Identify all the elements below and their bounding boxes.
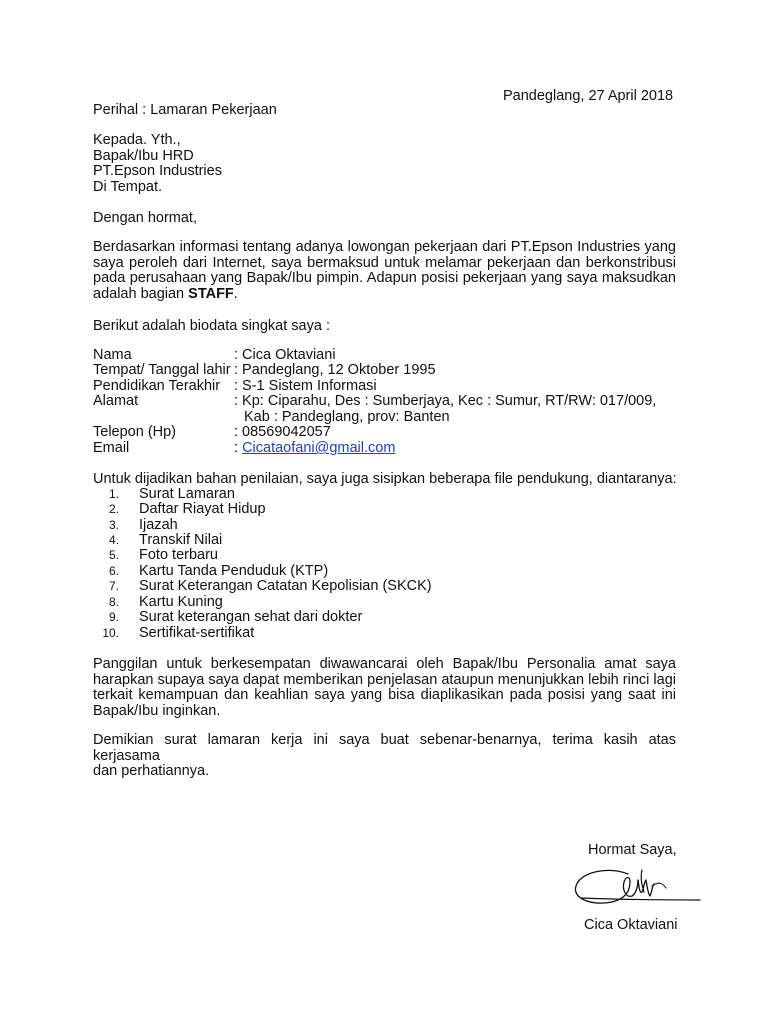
closing-line: Demikian surat lamaran kerja ini saya buat sebenar-benarnya, terima kasih atas kerjasama	[93, 732, 676, 764]
biodata-row-birth	[93, 363, 436, 379]
list-number: 10.	[102, 626, 119, 640]
intro-line: pada perusahaan yang Bapak/Ibu pimpin. Adapun posisi pekerjaan yang saya maksudkan	[93, 270, 676, 286]
position-title: STAFF	[188, 285, 234, 302]
list-number: 6.	[108, 564, 119, 578]
biodata-row-address	[93, 394, 656, 410]
list-text: Surat Lamaran	[139, 486, 235, 502]
list-text: Kartu Tanda Penduduk (KTP)	[139, 563, 329, 579]
interview-line: terkait kemampuan dan keahlian saya yang bisa diaplikasikan pada posisi yang saat ini	[93, 687, 676, 703]
list-number: 2.	[108, 502, 119, 516]
list-number: 5.	[108, 548, 119, 562]
signature-icon	[568, 852, 703, 917]
sign-off: Hormat Saya,	[588, 842, 677, 858]
recipient-line: Kepada. Yth.,	[93, 132, 181, 148]
list-text: Sertifikat-sertifikat	[139, 625, 255, 641]
biodata-value: : 08569042057	[234, 424, 331, 440]
greeting: Dengan hormat,	[93, 210, 197, 226]
list-number: 3.	[108, 518, 119, 532]
list-text: Surat keterangan sehat dari dokter	[139, 609, 363, 625]
biodata-value: : Cica Oktaviani	[234, 347, 336, 363]
closing-line: dan perhatiannya.	[93, 763, 210, 779]
list-number: 9.	[108, 610, 119, 624]
interview-line: Bapak/Ibu inginkan.	[93, 702, 221, 719]
email-link[interactable]: Cicataofani@gmail.com	[242, 440, 396, 456]
biodata-value: : Kp: Ciparahu, Des : Sumberjaya, Kec : Sumur, RT/RW: 017/009,	[234, 393, 657, 409]
intro-last-prefix: adalah bagian	[93, 285, 189, 302]
biodata-value: Kab : Pandeglang, prov: Banten	[244, 409, 450, 425]
intro-last-suffix: .	[233, 285, 238, 302]
biodata-value: : S-1 Sistem Informasi	[234, 378, 377, 394]
list-number: 1.	[108, 487, 119, 501]
interview-line: Panggilan untuk berkesempatan diwawancarai oleh Bapak/Ibu Personalia amat saya	[93, 656, 676, 672]
letter-date: Pandeglang, 27 April 2018	[503, 88, 674, 104]
list-text: Surat Keterangan Catatan Kepolisian (SKCK)	[139, 578, 432, 594]
biodata-label: Email	[93, 440, 130, 456]
biodata-label: Telepon (Hp)	[93, 424, 177, 440]
list-text: Daftar Riayat Hidup	[139, 501, 266, 517]
biodata-label: Tempat/ Tanggal lahir	[93, 362, 231, 378]
intro-line: Berdasarkan informasi tentang adanya lowongan pekerjaan dari PT.Epson Industries yang	[93, 239, 676, 255]
closing-paragraph	[93, 733, 676, 780]
intro-paragraph	[93, 240, 676, 302]
biodata-label: Nama	[93, 347, 132, 363]
list-text: Ijazah	[139, 517, 178, 533]
biodata-colon: :	[234, 440, 243, 456]
biodata-intro: Berikut adalah biodata singkat saya :	[93, 318, 330, 334]
list-text: Transkif Nilai	[139, 532, 223, 548]
letter-subject: Perihal : Lamaran Pekerjaan	[93, 102, 277, 118]
list-number: 7.	[108, 579, 119, 593]
list-text: Foto terbaru	[139, 547, 218, 563]
biodata-value: : Pandeglang, 12 Oktober 1995	[234, 362, 436, 378]
list-text: Kartu Kuning	[139, 594, 223, 610]
list-number: 4.	[108, 533, 119, 547]
interview-paragraph	[93, 657, 676, 719]
biodata-row-email	[93, 441, 395, 457]
intro-last-line	[93, 287, 676, 303]
signer-name: Cica Oktaviani	[584, 917, 678, 933]
interview-line: harapkan supaya saya dapat memberikan penjelasan ataupun menunjukkan lebih rinci lagi	[93, 671, 676, 688]
intro-line: saya peroleh dari Internet, saya bermaksud untuk melamar pekerjaan dan berkonstribusi	[93, 254, 676, 271]
list-number: 8.	[108, 595, 119, 609]
recipient-line: Di Tempat.	[93, 179, 163, 195]
biodata-label: Alamat	[93, 393, 139, 409]
biodata-label: Pendidikan Terakhir	[93, 378, 221, 394]
attachments-intro: Untuk dijadikan bahan penilaian, saya juga sisipkan beberapa file pendukung, diantaranya:	[93, 471, 677, 487]
recipient-line: PT.Epson Industries	[93, 163, 222, 179]
recipient-line: Bapak/Ibu HRD	[93, 148, 194, 164]
biodata-row-phone	[93, 425, 331, 441]
